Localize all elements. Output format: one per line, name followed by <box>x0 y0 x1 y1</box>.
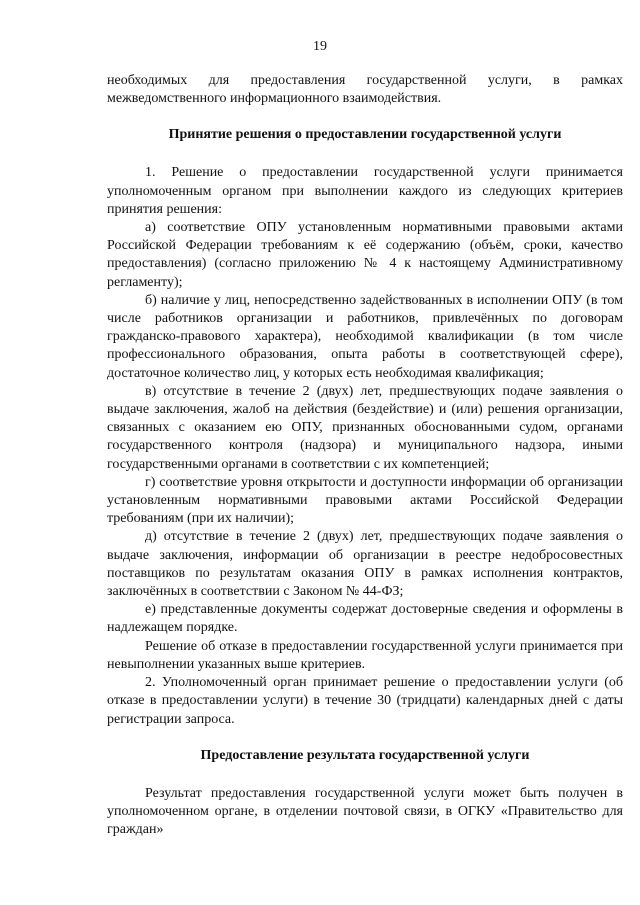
intro-paragraph: необходимых для предоставления государственной услуги, в рамках межведомственного информационного взаимодействия. <box>107 73 623 107</box>
paragraph-criteria-intro: 1. Решение о предоставлении государственной услуги принимается уполномоченным органом при выполнении каждого из следующих критериев принятия решения: <box>107 165 623 217</box>
page-number: 19 <box>313 39 327 54</box>
criterion-g: г) соответствие уровня открытости и доступности информации об организации установленным нормативными правовыми актами Российской Федерации требованиям (при их наличии); <box>107 474 623 527</box>
criterion-a: а) соответствие ОПУ установленным нормативными правовыми актами Российской Федерации требованиям к её содержанию (объём, сроки, качество предоставления) (согласно приложению № 4 к настоящему Административному регламенту); <box>107 220 623 290</box>
section-heading-decision: Принятие решения о предоставлении государственной услуги <box>168 127 562 143</box>
criterion-d: д) отсутствие в течение 2 (двух) лет, предшествующих подаче заявления о выдаче заключения, информации об организации в реестре недобросовестных поставщиков по результатам оказания ОПУ в рамках исполнения контрактов, заключённых в соответствии с Законом № 44-ФЗ; <box>107 529 623 600</box>
criterion-b: б) наличие у лиц, непосредственно задействованных в исполнении ОПУ (в том числе работников организации и работников, привлечённых по договорам гражданско-правового характера), необходимой квалификации (в том числе профессионального образования, опыта работы в соответствующей сфере), достаточное количество лиц, у которых есть необходимая квалификация; <box>107 292 623 381</box>
criterion-v: в) отсутствие в течение 2 (двух) лет, предшествующих подаче заявления о выдаче заключения, жалоб на действия (бездействие) и (или) решения организации, связанных с оказанием ею ОПУ, признанных обоснованными судом, органами государственного контроля (надзора) и муниципального надзора, иными государственными органами в соответствии с их компетенцией; <box>107 383 623 472</box>
paragraph-deadline: 2. Уполномоченный орган принимает решение о предоставлении услуги (об отказе в предоставлении услуги) в течение 30 (тридцати) календарных дней с даты регистрации запроса. <box>107 675 623 727</box>
paragraph-result: Результат предоставления государственной услуги может быть получен в уполномоченном органе, в отделении почтовой связи, в ОГКУ «Правительство для граждан» <box>107 785 623 838</box>
document-body <box>107 72 623 839</box>
criterion-e: е) представленные документы содержат достоверные сведения и оформлены в надлежащем порядке. <box>107 602 623 636</box>
paragraph-refusal: Решение об отказе в предоставлении государственной услуги принимается при невыполнении указанных выше критериев. <box>107 638 623 672</box>
section-heading-result: Предоставление результата государственной услуги <box>200 747 530 763</box>
